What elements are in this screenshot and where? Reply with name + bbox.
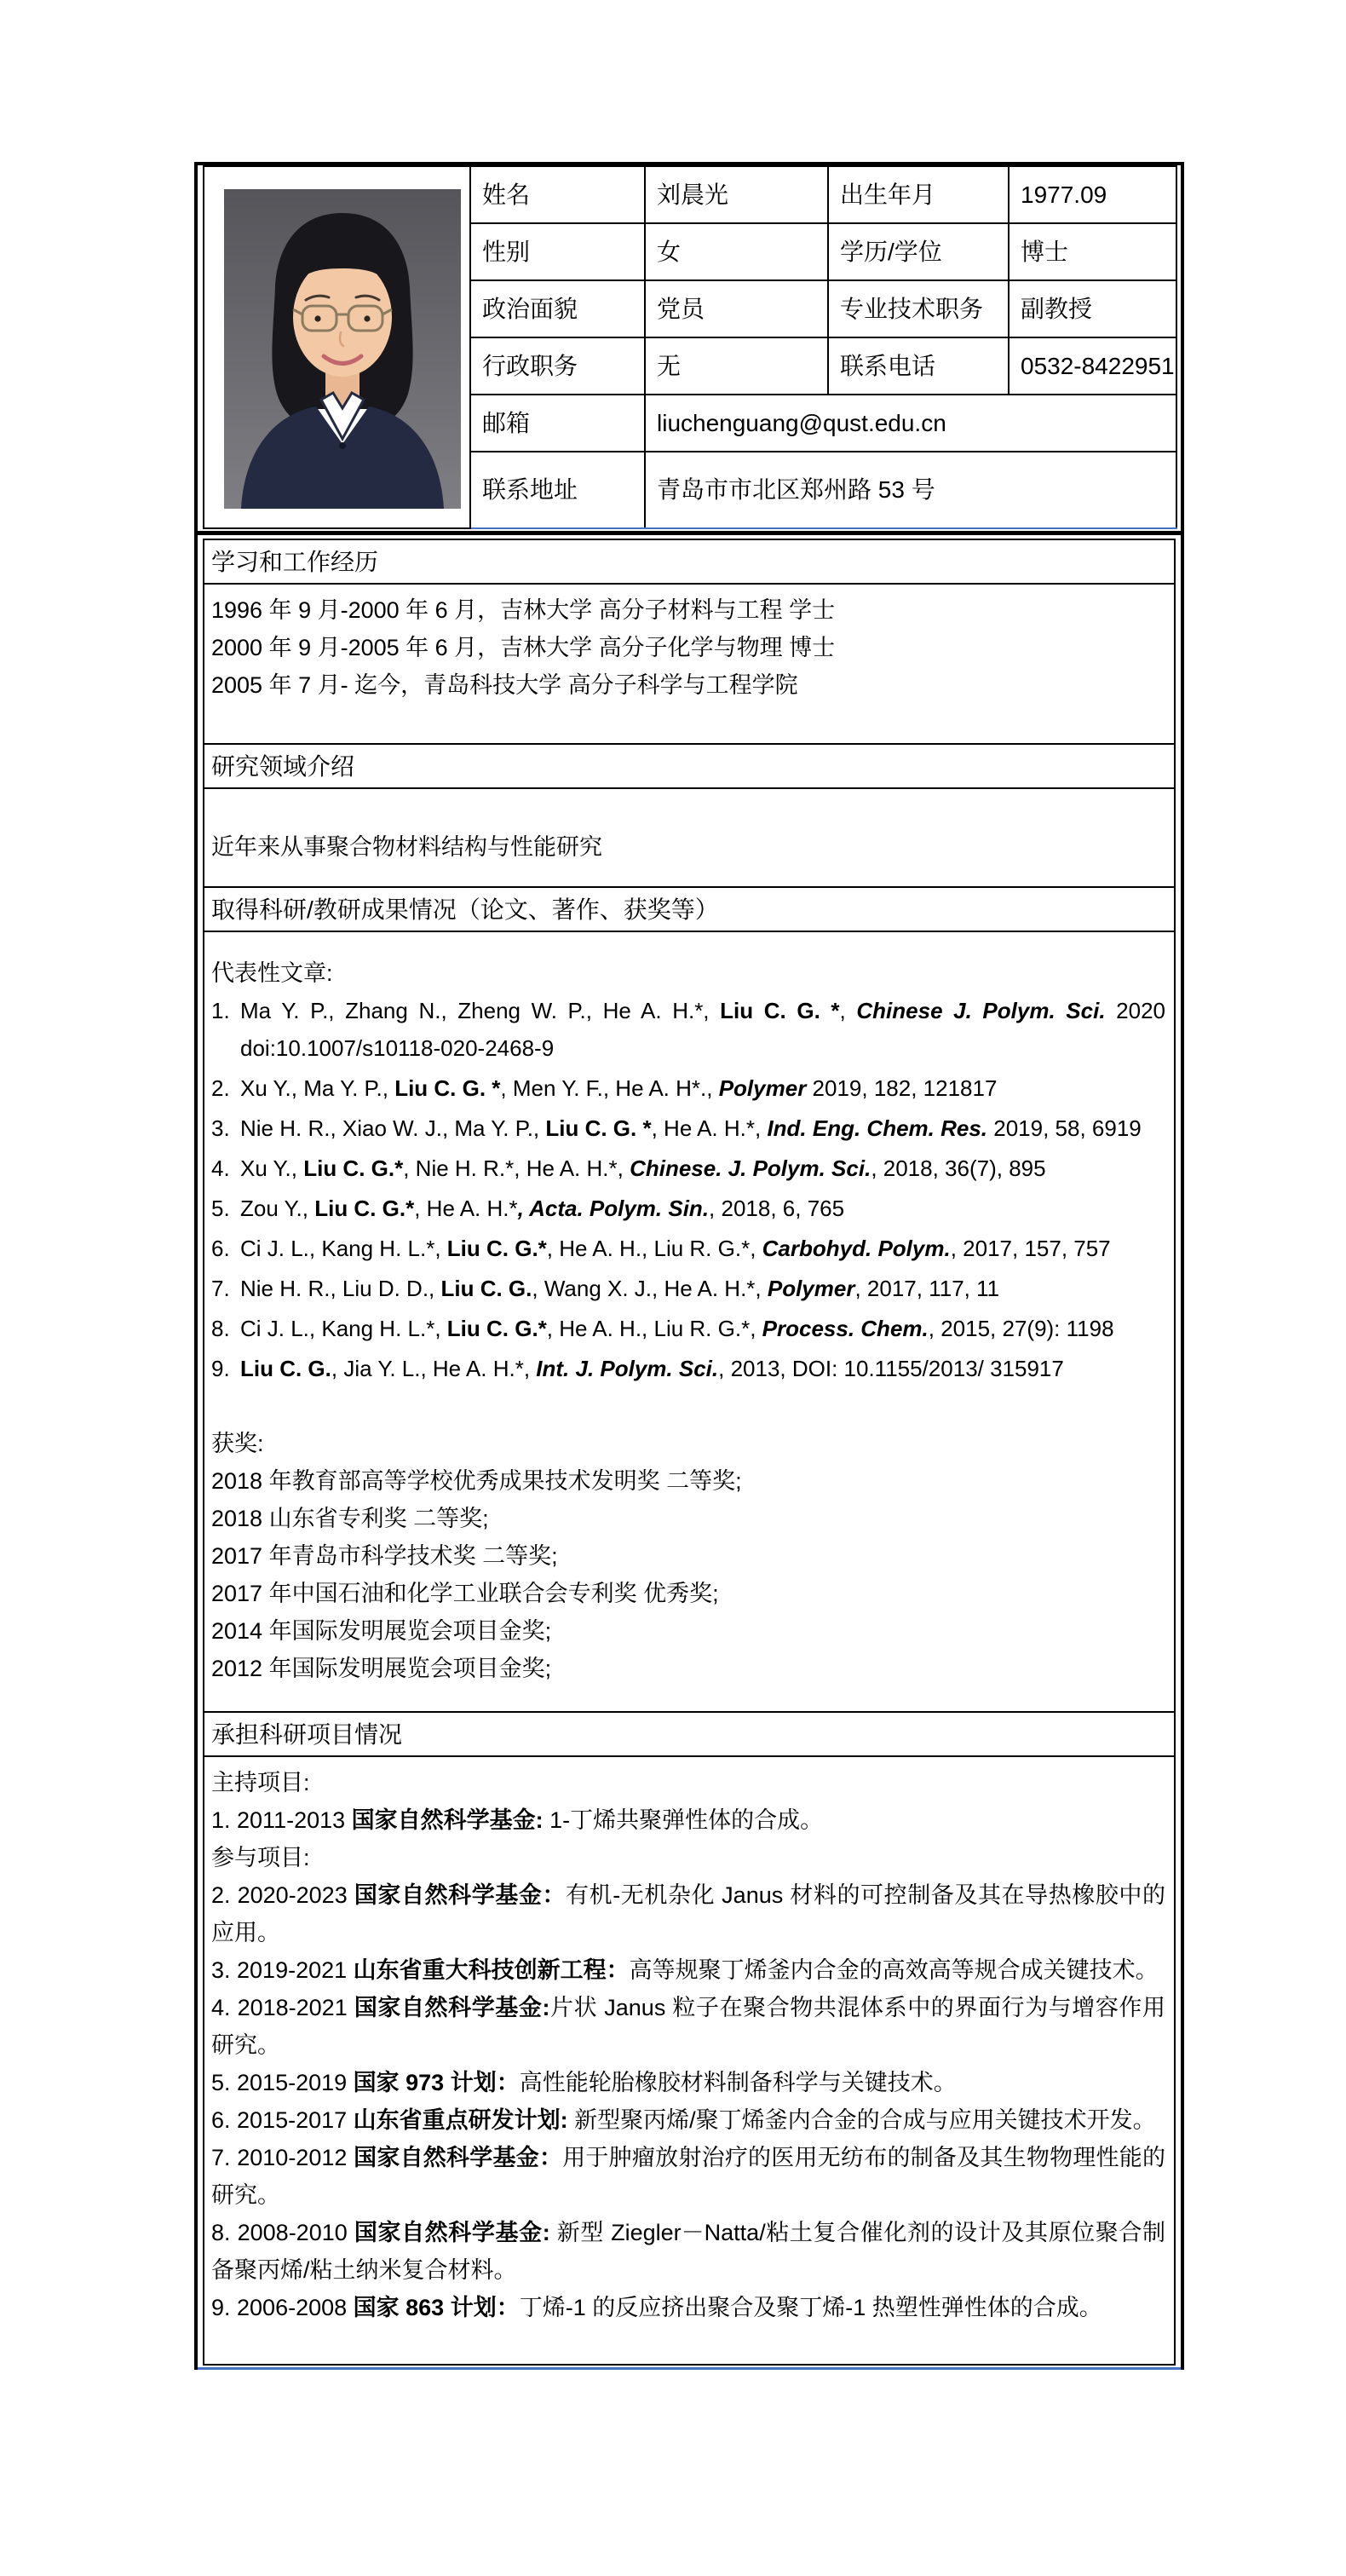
- paper-item: [211, 1270, 1165, 1307]
- project-item: [211, 1801, 1165, 1839]
- section-body-experience: [204, 584, 1175, 744]
- item-number: 1.: [211, 998, 230, 1023]
- text-segment: 国家自然科学基金:: [351, 1807, 544, 1833]
- item-number: 9.: [211, 1356, 230, 1381]
- award-item: 2018 年教育部高等学校优秀成果技术发明奖 二等奖;: [211, 1468, 742, 1494]
- text-segment: , He A. H.*: [414, 1196, 518, 1221]
- text-segment: 2019, 182, 121817: [806, 1075, 998, 1101]
- text-segment: 4. 2018-2021: [211, 1995, 354, 2020]
- field-value-birth: 1977.09: [1009, 166, 1176, 223]
- text-segment: 新型聚丙烯/聚丁烯釜内合金的合成与应用关键技术开发。: [567, 2107, 1156, 2133]
- text-segment: Ma Y. P., Zhang N., Zheng W. P., He A. H.*,: [240, 998, 721, 1023]
- text-segment: , Jia Y. L., He A. H.*,: [331, 1356, 537, 1381]
- papers-heading: 代表性文章:: [211, 960, 333, 986]
- section-body-projects: [204, 1756, 1175, 2365]
- text-segment: 高性能轮胎橡胶材料制备科学与关键技术。: [519, 2070, 957, 2095]
- paper-item: [211, 1069, 1165, 1107]
- field-value-phone: 0532-8422951: [1009, 337, 1176, 395]
- profile-table: [203, 165, 1177, 529]
- item-number: 3.: [211, 1115, 230, 1141]
- item-number: 7.: [211, 1276, 230, 1301]
- profile-photo: [224, 189, 461, 509]
- text-segment: 2020 doi:10.1007/s10118-020-2468-9: [240, 998, 1165, 1061]
- paper-item: [211, 992, 1165, 1067]
- field-label-gender: 性别: [470, 223, 645, 280]
- text-segment: Liu C. G.: [240, 1356, 331, 1381]
- section-body-research: [204, 788, 1175, 887]
- text-segment: Nie H. R., Liu D. D.,: [240, 1276, 441, 1301]
- paper-item: [211, 1190, 1165, 1227]
- text-segment: 1-丁烯共聚弹性体的合成。: [543, 1807, 824, 1833]
- item-number: 2.: [211, 1075, 230, 1101]
- item-number: 4.: [211, 1155, 230, 1181]
- text-segment: 国家 863 计划：: [353, 2295, 520, 2320]
- text-segment: 1. 2011-2013: [211, 1807, 352, 1833]
- participate-projects-list: [211, 1876, 1165, 2326]
- text-segment: 国家 973 计划：: [353, 2070, 520, 2095]
- text-segment: Process. Chem.: [762, 1316, 929, 1341]
- text-segment: 丁烯-1 的反应挤出聚合及聚丁烯-1 热塑性弹性体的合成。: [519, 2295, 1102, 2320]
- table-divider: [198, 531, 1181, 535]
- lead-projects-heading: 主持项目:: [211, 1770, 310, 1795]
- text-segment: Liu C. G.*: [446, 1316, 547, 1341]
- project-item: [211, 2064, 1165, 2101]
- field-label-birth: 出生年月: [828, 166, 1009, 223]
- text-segment: 7. 2010-2012: [211, 2145, 354, 2170]
- item-number: 8.: [211, 1316, 230, 1341]
- text-segment: 9. 2006-2008: [211, 2295, 354, 2320]
- text-segment: 有机-无机杂化 Janus 材料的可控制备及其在导热橡胶中的应用。: [211, 1882, 1166, 1945]
- paper-item: [211, 1109, 1165, 1147]
- project-item: [211, 2101, 1165, 2139]
- text-segment: , 2017, 157, 757: [950, 1236, 1111, 1261]
- project-item: [211, 1876, 1165, 1951]
- research-content: 近年来从事聚合物材料结构与性能研究: [211, 834, 602, 860]
- text-segment: Zou Y.,: [240, 1196, 315, 1221]
- experience-lines: [211, 591, 1165, 704]
- project-item: [211, 2214, 1165, 2289]
- text-segment: Xu Y.,: [240, 1155, 304, 1181]
- paper-item: [211, 1350, 1165, 1387]
- text-segment: , 2018, 6, 765: [709, 1196, 845, 1221]
- text-segment: Ci J. L., Kang H. L.*,: [240, 1316, 447, 1341]
- experience-line: 2005 年 7 月- 迄今，青岛科技大学 高分子科学与工程学院: [211, 672, 798, 698]
- text-segment: , Nie H. R.*, He A. H.*,: [403, 1155, 630, 1181]
- section-title-achievements: 取得科研/教研成果情况（论文、著作、获奖等）: [204, 887, 1175, 931]
- text-segment: Nie H. R., Xiao W. J., Ma Y. P.,: [240, 1115, 546, 1141]
- item-number: 5.: [211, 1196, 230, 1221]
- text-segment: , He A. H., Liu R. G.*,: [546, 1236, 762, 1261]
- field-label-admin: 行政职务: [470, 337, 645, 395]
- text-segment: 山东省重大科技创新工程：: [353, 1957, 630, 1983]
- text-segment: Polymer: [767, 1276, 855, 1301]
- text-segment: , Wang X. J., He A. H.*,: [532, 1276, 768, 1301]
- project-item: [211, 1951, 1165, 1989]
- text-segment: , 2018, 36(7), 895: [871, 1155, 1046, 1181]
- text-segment: Liu C. G. *: [545, 1115, 652, 1141]
- text-segment: 国家自然科学基金:: [354, 1995, 550, 2020]
- field-label-degree: 学历/学位: [828, 223, 1009, 280]
- field-label-political: 政治面貌: [470, 280, 645, 337]
- experience-line: 2000 年 9 月-2005 年 6 月，吉林大学 高分子化学与物理 博士: [211, 635, 836, 660]
- section-title-experience: 学习和工作经历: [204, 539, 1175, 584]
- experience-line: 1996 年 9 月-2000 年 6 月，吉林大学 高分子材料与工程 学士: [211, 597, 836, 623]
- text-segment: Liu C. G.*: [314, 1196, 415, 1221]
- award-item: 2012 年国际发明展览会项目金奖;: [211, 1656, 552, 1681]
- text-segment: Liu C. G.: [440, 1276, 532, 1301]
- text-segment: 国家自然科学基金:: [354, 2220, 550, 2245]
- text-segment: ,: [839, 998, 857, 1023]
- awards-heading: 获奖:: [211, 1431, 264, 1456]
- paper-item: [211, 1310, 1165, 1347]
- text-segment: Polymer: [718, 1075, 807, 1101]
- text-segment: 5. 2015-2019: [211, 2070, 354, 2095]
- section-title-research: 研究领域介绍: [204, 744, 1175, 788]
- papers-list: [211, 992, 1165, 1387]
- text-segment: 用于肿瘤放射治疗的医用无纺布的制备及其生物物理性能的研究。: [211, 2145, 1166, 2208]
- text-segment: Liu C. G.*: [303, 1155, 404, 1181]
- participate-projects-heading: 参与项目:: [211, 1845, 310, 1870]
- project-item: [211, 1989, 1165, 2064]
- text-segment: Liu C. G. *: [394, 1075, 501, 1101]
- award-item: 2017 年中国石油和化学工业联合会专利奖 优秀奖;: [211, 1581, 719, 1606]
- field-label-address: 联系地址: [470, 452, 645, 528]
- field-label-name: 姓名: [470, 166, 645, 223]
- text-segment: , He A. H.*,: [651, 1115, 768, 1141]
- field-label-email: 邮箱: [470, 395, 645, 452]
- text-segment: 6. 2015-2017: [211, 2107, 354, 2133]
- text-segment: Chinese J. Polym. Sci.: [856, 998, 1106, 1023]
- text-segment: 山东省重点研发计划:: [353, 2107, 568, 2133]
- text-segment: , He A. H., Liu R. G.*,: [546, 1316, 762, 1341]
- text-segment: , Acta. Polym. Sin.: [517, 1196, 710, 1221]
- text-segment: , 2015, 27(9): 1198: [928, 1316, 1114, 1341]
- text-segment: Ci J. L., Kang H. L.*,: [240, 1236, 447, 1261]
- field-value-gender: 女: [645, 223, 828, 280]
- field-label-phone: 联系电话: [828, 337, 1009, 395]
- field-value-name: 刘晨光: [645, 166, 828, 223]
- text-segment: 国家自然科学基金：: [354, 1882, 567, 1908]
- award-item: 2017 年青岛市科学技术奖 二等奖;: [211, 1543, 558, 1569]
- text-segment: Ind. Eng. Chem. Res.: [767, 1115, 988, 1141]
- field-label-title: 专业技术职务: [828, 280, 1009, 337]
- profile-photo-cell: [204, 166, 470, 528]
- awards-list: [211, 1462, 1165, 1687]
- paper-item: [211, 1230, 1165, 1267]
- field-value-email: liuchenguang@qust.edu.cn: [645, 395, 1176, 452]
- text-segment: Chinese. J. Polym. Sci.: [630, 1155, 871, 1181]
- text-segment: Int. J. Polym. Sci.: [536, 1356, 719, 1381]
- cv-document-frame: [194, 162, 1184, 2370]
- text-segment: 高等规聚丁烯釜内合金的高效高等规合成关键技术。: [629, 1957, 1159, 1983]
- award-item: 2018 山东省专利奖 二等奖;: [211, 1506, 489, 1531]
- field-value-address: 青岛市市北区郑州路 53 号: [645, 452, 1176, 528]
- field-value-title: 副教授: [1009, 280, 1176, 337]
- text-segment: , 2013, DOI: 10.1155/2013/ 315917: [718, 1356, 1064, 1381]
- text-segment: Carbohyd. Polym.: [762, 1236, 951, 1261]
- text-segment: 国家自然科学基金：: [354, 2145, 563, 2170]
- section-body-achievements: [204, 931, 1175, 1712]
- field-value-admin: 无: [645, 337, 828, 395]
- item-number: 6.: [211, 1236, 230, 1261]
- lead-projects-list: [211, 1801, 1165, 1839]
- text-segment: 2. 2020-2023: [211, 1882, 354, 1908]
- text-segment: 新型 Ziegler－Natta/粘土复合催化剂的设计及其原位聚合制备聚丙烯/粘土纳米复合材料。: [211, 2220, 1165, 2283]
- text-segment: , Men Y. F., He A. H*.,: [500, 1075, 719, 1101]
- award-item: 2014 年国际发明展览会项目金奖;: [211, 1618, 552, 1644]
- text-segment: 片状 Janus 粒子在聚合物共混体系中的界面行为与增容作用研究。: [211, 1995, 1166, 2058]
- project-item: [211, 2139, 1165, 2214]
- paper-item: [211, 1150, 1165, 1187]
- text-segment: Liu C. G. *: [720, 998, 840, 1023]
- text-segment: Liu C. G.*: [446, 1236, 547, 1261]
- section-title-projects: 承担科研项目情况: [204, 1712, 1175, 1756]
- sections-table: [203, 539, 1176, 2366]
- field-value-degree: 博士: [1009, 223, 1176, 280]
- field-value-political: 党员: [645, 280, 828, 337]
- bottom-accent-line: [198, 2367, 1181, 2370]
- project-item: [211, 2289, 1165, 2326]
- text-segment: Xu Y., Ma Y. P.,: [240, 1075, 395, 1101]
- text-segment: 8. 2008-2010: [211, 2220, 354, 2245]
- text-segment: , 2017, 117, 11: [854, 1276, 1000, 1301]
- text-segment: 3. 2019-2021: [211, 1957, 354, 1983]
- text-segment: 2019, 58, 6919: [987, 1115, 1142, 1141]
